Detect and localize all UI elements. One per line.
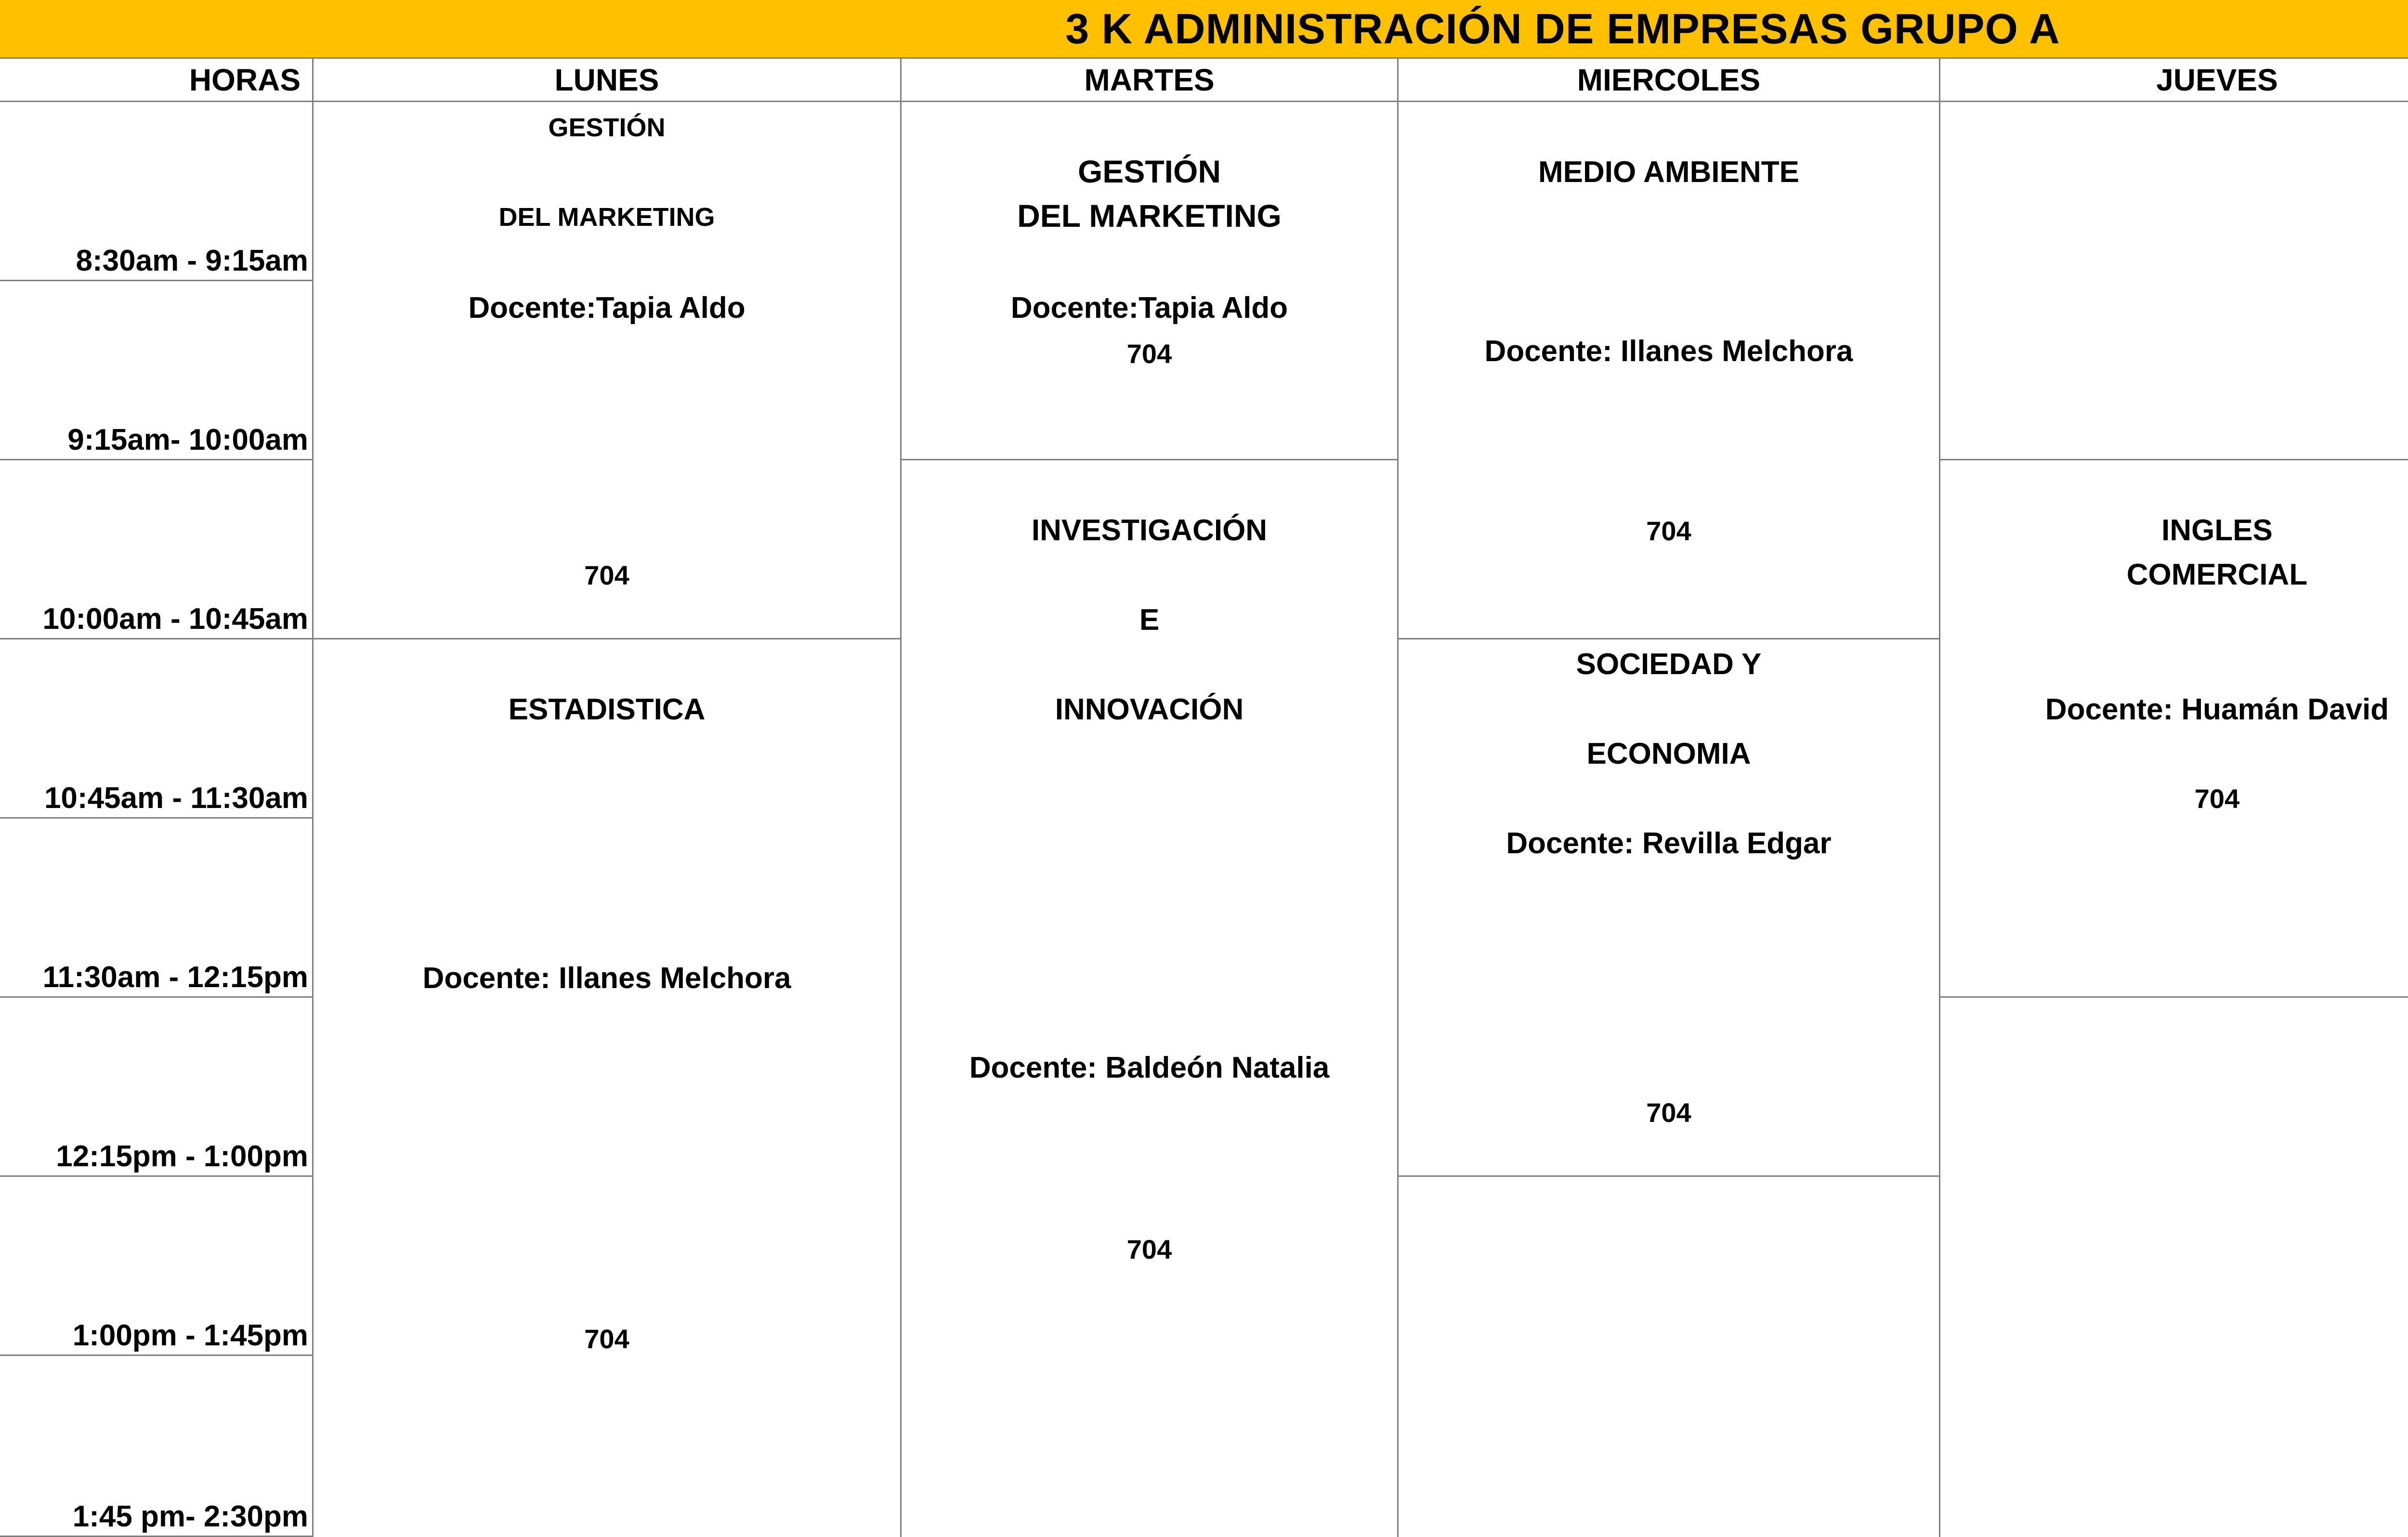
time-slot-1: 8:30am - 9:15am: [0, 102, 312, 281]
jueves-empty-bottom: [1940, 998, 2408, 1537]
jueves-empty-top: [1940, 102, 2408, 460]
grid-line: [1397, 59, 1399, 1537]
docente-label: Docente: Baldeón Natalia: [969, 1051, 1330, 1084]
room-label: 704: [1646, 516, 1691, 546]
course-line: ECONOMIA: [1586, 737, 1751, 770]
course-line: INNOVACIÓN: [1055, 693, 1244, 726]
course-line: GESTIÓN: [1077, 154, 1221, 189]
course-line: GESTIÓN: [548, 113, 666, 142]
miercoles-empty: [1399, 1177, 1939, 1537]
room-label: 704: [2194, 783, 2240, 814]
header-hours: HORAS: [0, 59, 312, 102]
docente-label: Docente:Tapia Aldo: [1010, 291, 1288, 325]
time-slot-3: 10:00am - 10:45am: [0, 460, 312, 639]
course-name: MEDIO AMBIENTE: [1538, 156, 1799, 189]
course-name: ESTADISTICA: [508, 693, 706, 726]
course-line: INGLES: [2161, 514, 2273, 547]
header-jueves: JUEVES: [1940, 59, 2408, 102]
lunes-gestion-marketing: [314, 102, 900, 639]
course-line: DEL MARKETING: [1017, 198, 1282, 234]
header-martes: MARTES: [902, 59, 1397, 102]
docente-label: Docente: Illanes Melchora: [1484, 335, 1853, 368]
course-line: COMERCIAL: [2126, 558, 2308, 591]
time-slot-4: 10:45am - 11:30am: [0, 639, 312, 819]
header-lunes: LUNES: [314, 59, 900, 102]
docente-label: Docente: Huamán David: [2045, 693, 2389, 726]
docente-label: Docente:Tapia Aldo: [468, 291, 746, 325]
time-slot-6: 12:15pm - 1:00pm: [0, 998, 312, 1177]
docente-label: Docente: Illanes Melchora: [422, 962, 791, 995]
time-slot-5: 11:30am - 12:15pm: [0, 819, 312, 998]
martes-investigacion: [902, 460, 1397, 1537]
room-label: 704: [584, 560, 629, 590]
course-line: DEL MARKETING: [498, 203, 715, 232]
room-label: 704: [1646, 1097, 1691, 1128]
grid-line: [1939, 59, 1940, 1537]
room-label: 704: [584, 1324, 629, 1354]
grid-line: [312, 59, 314, 1537]
lunes-estadistica: [314, 639, 900, 1537]
course-line: INVESTIGACIÓN: [1031, 514, 1268, 547]
time-slot-7: 1:00pm - 1:45pm: [0, 1177, 312, 1356]
jueves-ingles-comercial: [1940, 460, 2408, 998]
time-slot-8: 1:45 pm- 2:30pm: [0, 1356, 312, 1537]
schedule-title: 3 K ADMINISTRACIÓN DE EMPRESAS GRUPO A: [0, 0, 2408, 59]
miercoles-sociedad-economia: [1399, 639, 1939, 1177]
docente-label: Docente: Revilla Edgar: [1506, 827, 1832, 860]
time-slot-2: 9:15am- 10:00am: [0, 281, 312, 460]
course-line: SOCIEDAD Y: [1576, 648, 1762, 681]
grid-line: [900, 59, 902, 1537]
header-miercoles: MIERCOLES: [1399, 59, 1939, 102]
room-label: 704: [1126, 339, 1172, 369]
miercoles-medio-ambiente: [1399, 102, 1939, 639]
room-label: 704: [1126, 1234, 1172, 1264]
course-line: E: [1139, 603, 1160, 637]
martes-gestion-marketing: [902, 102, 1397, 460]
